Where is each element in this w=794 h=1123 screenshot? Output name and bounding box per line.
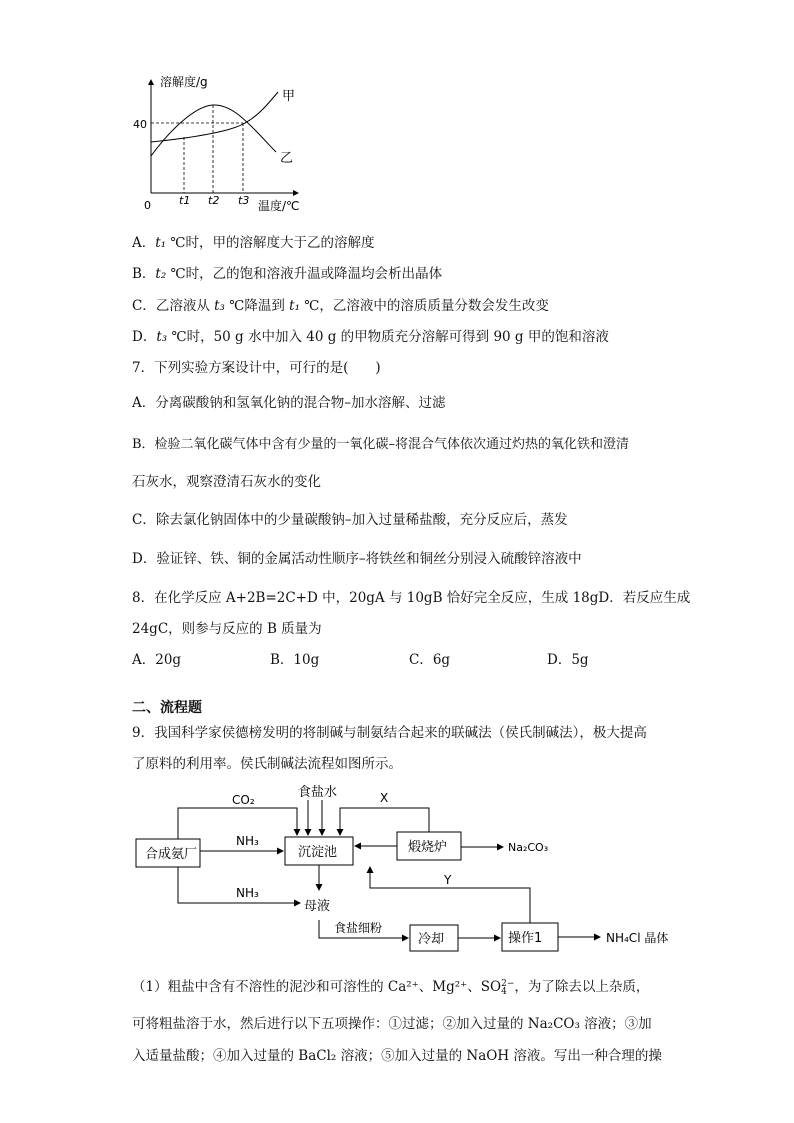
x-tick-t1: t1: [179, 194, 191, 207]
section-title: 二、流程题: [132, 700, 202, 716]
label-na2co3: Na₂CO₃: [508, 841, 549, 854]
q8-stem: 8．在化学反应 A+2B=2C+D 中，20gA 与 10gB 恰好完全反应，生成 18gD．若反应生成: [132, 590, 691, 606]
q7-option-b: B．检验二氧化碳气体中含有少量的一氧化碳–将混合气体依次通过灼热的氧化铁和澄清: [132, 437, 630, 452]
x-tick-t3: t3: [238, 194, 250, 207]
solubility-graph: [130, 70, 310, 220]
q7-option-d: D．验证锌、铁、铜的金属活动性顺序–将铁丝和铜丝分别浸入硫酸锌溶液中: [132, 551, 582, 567]
origin-label: 0: [144, 199, 151, 212]
q8-option-b: B．10g: [270, 652, 320, 668]
label-settling-tank: 沉淀池: [298, 845, 338, 860]
label-cooling: 冷却: [418, 932, 445, 947]
q7-stem: 7．下列实验方案设计中，可行的是( ): [132, 360, 381, 376]
label-operation1: 操作1: [508, 931, 543, 946]
label-y: Y: [444, 873, 452, 887]
label-jia: 甲: [282, 89, 296, 104]
label-nh3-bottom: NH₃: [236, 886, 259, 900]
label-co2: CO₂: [232, 793, 255, 807]
q9-stem-cont: 了原料的利用率。侯氏制碱法流程如图所示。: [132, 756, 402, 772]
flow-diagram: [0, 780, 794, 960]
q6-option-c: C．乙溶液从 t₃ ℃降温到 t₁ ℃，乙溶液中的溶质质量分数会发生改变: [132, 298, 549, 314]
label-salt-powder: 食盐细粉: [334, 921, 383, 935]
x-axis-label: 温度/℃: [258, 199, 300, 213]
label-furnace: 煅烧炉: [408, 840, 448, 855]
q9-part1-line3: 入适量盐酸；④加入过量的 BaCl₂ 溶液；⑤加入过量的 NaOH 溶液。写出一种合理的操: [132, 1048, 662, 1064]
label-mother-liquor: 母液: [304, 899, 331, 914]
label-nh4cl: NH₄Cl 晶体: [606, 931, 669, 945]
q9-stem: 9．我国科学家侯德榜发明的将制碱与制氨结合起来的联碱法（侯氏制碱法），极大提高: [132, 725, 647, 741]
q8-option-d: D．5g: [547, 652, 589, 668]
y-tick-40: 40: [133, 118, 147, 131]
q6-option-b: B．t₂ ℃时，乙的饱和溶液升温或降温均会析出晶体: [132, 266, 443, 282]
q8-option-a: A．20g: [132, 652, 182, 668]
y-axis-label: 溶解度/g: [160, 75, 208, 89]
label-nh3-top: NH₃: [236, 834, 259, 848]
q7-option-a: A．分离碳酸钠和氢氧化钠的混合物–加水溶解、过滤: [132, 395, 446, 411]
q9-part1-line2: 可将粗盐溶于水，然后进行以下五项操作：①过滤；②加入过量的 Na₂CO₃ 溶液；③加: [132, 1016, 652, 1032]
q7-option-c: C．除去氯化钠固体中的少量碳酸钠–加入过量稀盐酸，充分反应后，蒸发: [132, 512, 568, 528]
q6-option-d: D．t₃ ℃时，50 g 水中加入 40 g 的甲物质充分溶解可得到 90 g 甲的饱和溶液: [132, 329, 609, 345]
q8-stem-cont: 24gC，则参与反应的 B 质量为: [132, 621, 322, 637]
label-ammonia-plant: 合成氨厂: [145, 847, 198, 862]
arrow-x: [340, 808, 429, 835]
curve-yi: [151, 105, 276, 156]
label-x: X: [380, 791, 389, 805]
label-brine: 食盐水: [298, 785, 338, 800]
x-tick-t2: t2: [208, 194, 220, 207]
label-yi: 乙: [280, 151, 294, 166]
q7-option-b-cont: 石灰水，观察澄清石灰水的变化: [132, 474, 321, 490]
q6-option-a: A．t₁ ℃时，甲的溶解度大于乙的溶解度: [132, 235, 375, 251]
q9-part1-line1: （1）粗盐中含有不溶性的泥沙和可溶性的 Ca²⁺、Mg²⁺、SO 2− 4 ，为了除去以上杂质，: [132, 978, 650, 997]
q8-option-c: C．6g: [409, 652, 451, 668]
